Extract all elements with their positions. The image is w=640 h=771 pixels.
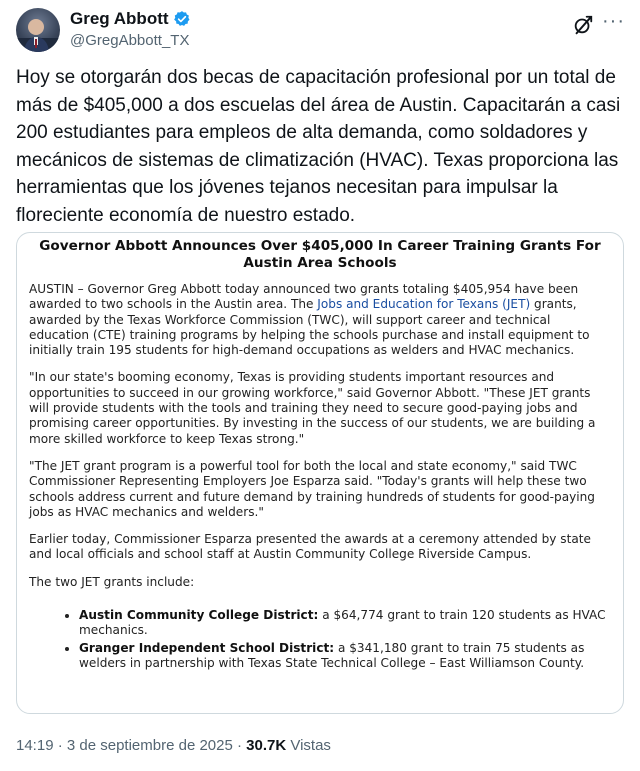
press-release (29, 238, 611, 673)
list-item: • Austin Community College District: a $64,774 grant to train 120 students as HVAC mechanics. (79, 608, 611, 639)
tweet-text: Hoy se otorgarán dos becas de capacitación profesional por un total de más de $405,000 a dos escuelas del área de Austin. Capacitarán a casi 200 estudiantes para empleos de alta demanda, como soldadores y mecánicos de sistemas de climatización (HVAC). Texas proporciona las herramientas que los jóvenes tejanos necesitan para impulsar la floreciente economía de nuestro estado. (16, 67, 621, 226)
press-title: Governor Abbott Announces Over $405,000 In Career Training Grants For Austin Area Schools (39, 238, 601, 271)
press-paragraph-2: "In our state's booming economy, Texas is providing students important resources and opportunities to succeed in our growing workforce," said Governor Abbott. "These JET grants will provide students with the tools and training they need to secure good-paying jobs and promising career opportunities. By investing in the success of our students, we are building a more skilled workforce to keep Texas strong." (29, 370, 596, 446)
tweet-meta (16, 737, 331, 754)
press-paragraph-1: AUSTIN – Governor Greg Abbott today announced two grants totaling $405,954 have been awarded to two schools in the Austin area. The Jobs and Education for Texans (JET) grants, awarded by the Texas Workforce Commission (TWC), will support career and technical education (CTE) training programs by helping the schools purchase and install equipment to initially train 195 students for high-demand occupations as welders and HVAC mechanics. (29, 282, 590, 358)
view-count: 30.7K (246, 737, 287, 754)
grants-list (29, 608, 611, 671)
more-icon[interactable]: ··· (602, 10, 625, 32)
list-item: • Granger Independent School District: a $341,180 grant to train 75 students as welders in partnership with Texas State Technical College – East Williamson County. (79, 641, 611, 672)
author-name[interactable]: Greg Abbott (70, 9, 169, 28)
views-label: Vistas (286, 737, 331, 754)
author-row (70, 9, 191, 29)
jet-link: Jobs and Education for Texans (JET) (317, 297, 531, 312)
attached-image-card[interactable] (16, 232, 624, 714)
timestamp[interactable]: 14:19 · 3 de septiembre de 2025 · (16, 737, 247, 754)
tweet-header (16, 8, 624, 56)
press-paragraph-5: The two JET grants include: (29, 574, 195, 589)
avatar[interactable] (16, 8, 60, 52)
press-paragraph-4: Earlier today, Commissioner Esparza presented the awards at a ceremony attended by state and local officials and school staff at Austin Community College Riverside Campus. (29, 532, 591, 562)
avatar-image (16, 8, 60, 52)
grok-icon[interactable] (572, 14, 594, 36)
verified-badge-icon (173, 10, 191, 28)
author-handle[interactable]: @GregAbbott_TX (70, 32, 190, 49)
press-paragraph-3: "The JET grant program is a powerful tool for both the local and state economy," said TWC Commissioner Representing Employers Joe Esparza said. "Today's grants will help these two schools address current and future demand by training hundreds of students for good-paying jobs as HVAC mechanics and welders." (29, 458, 595, 519)
